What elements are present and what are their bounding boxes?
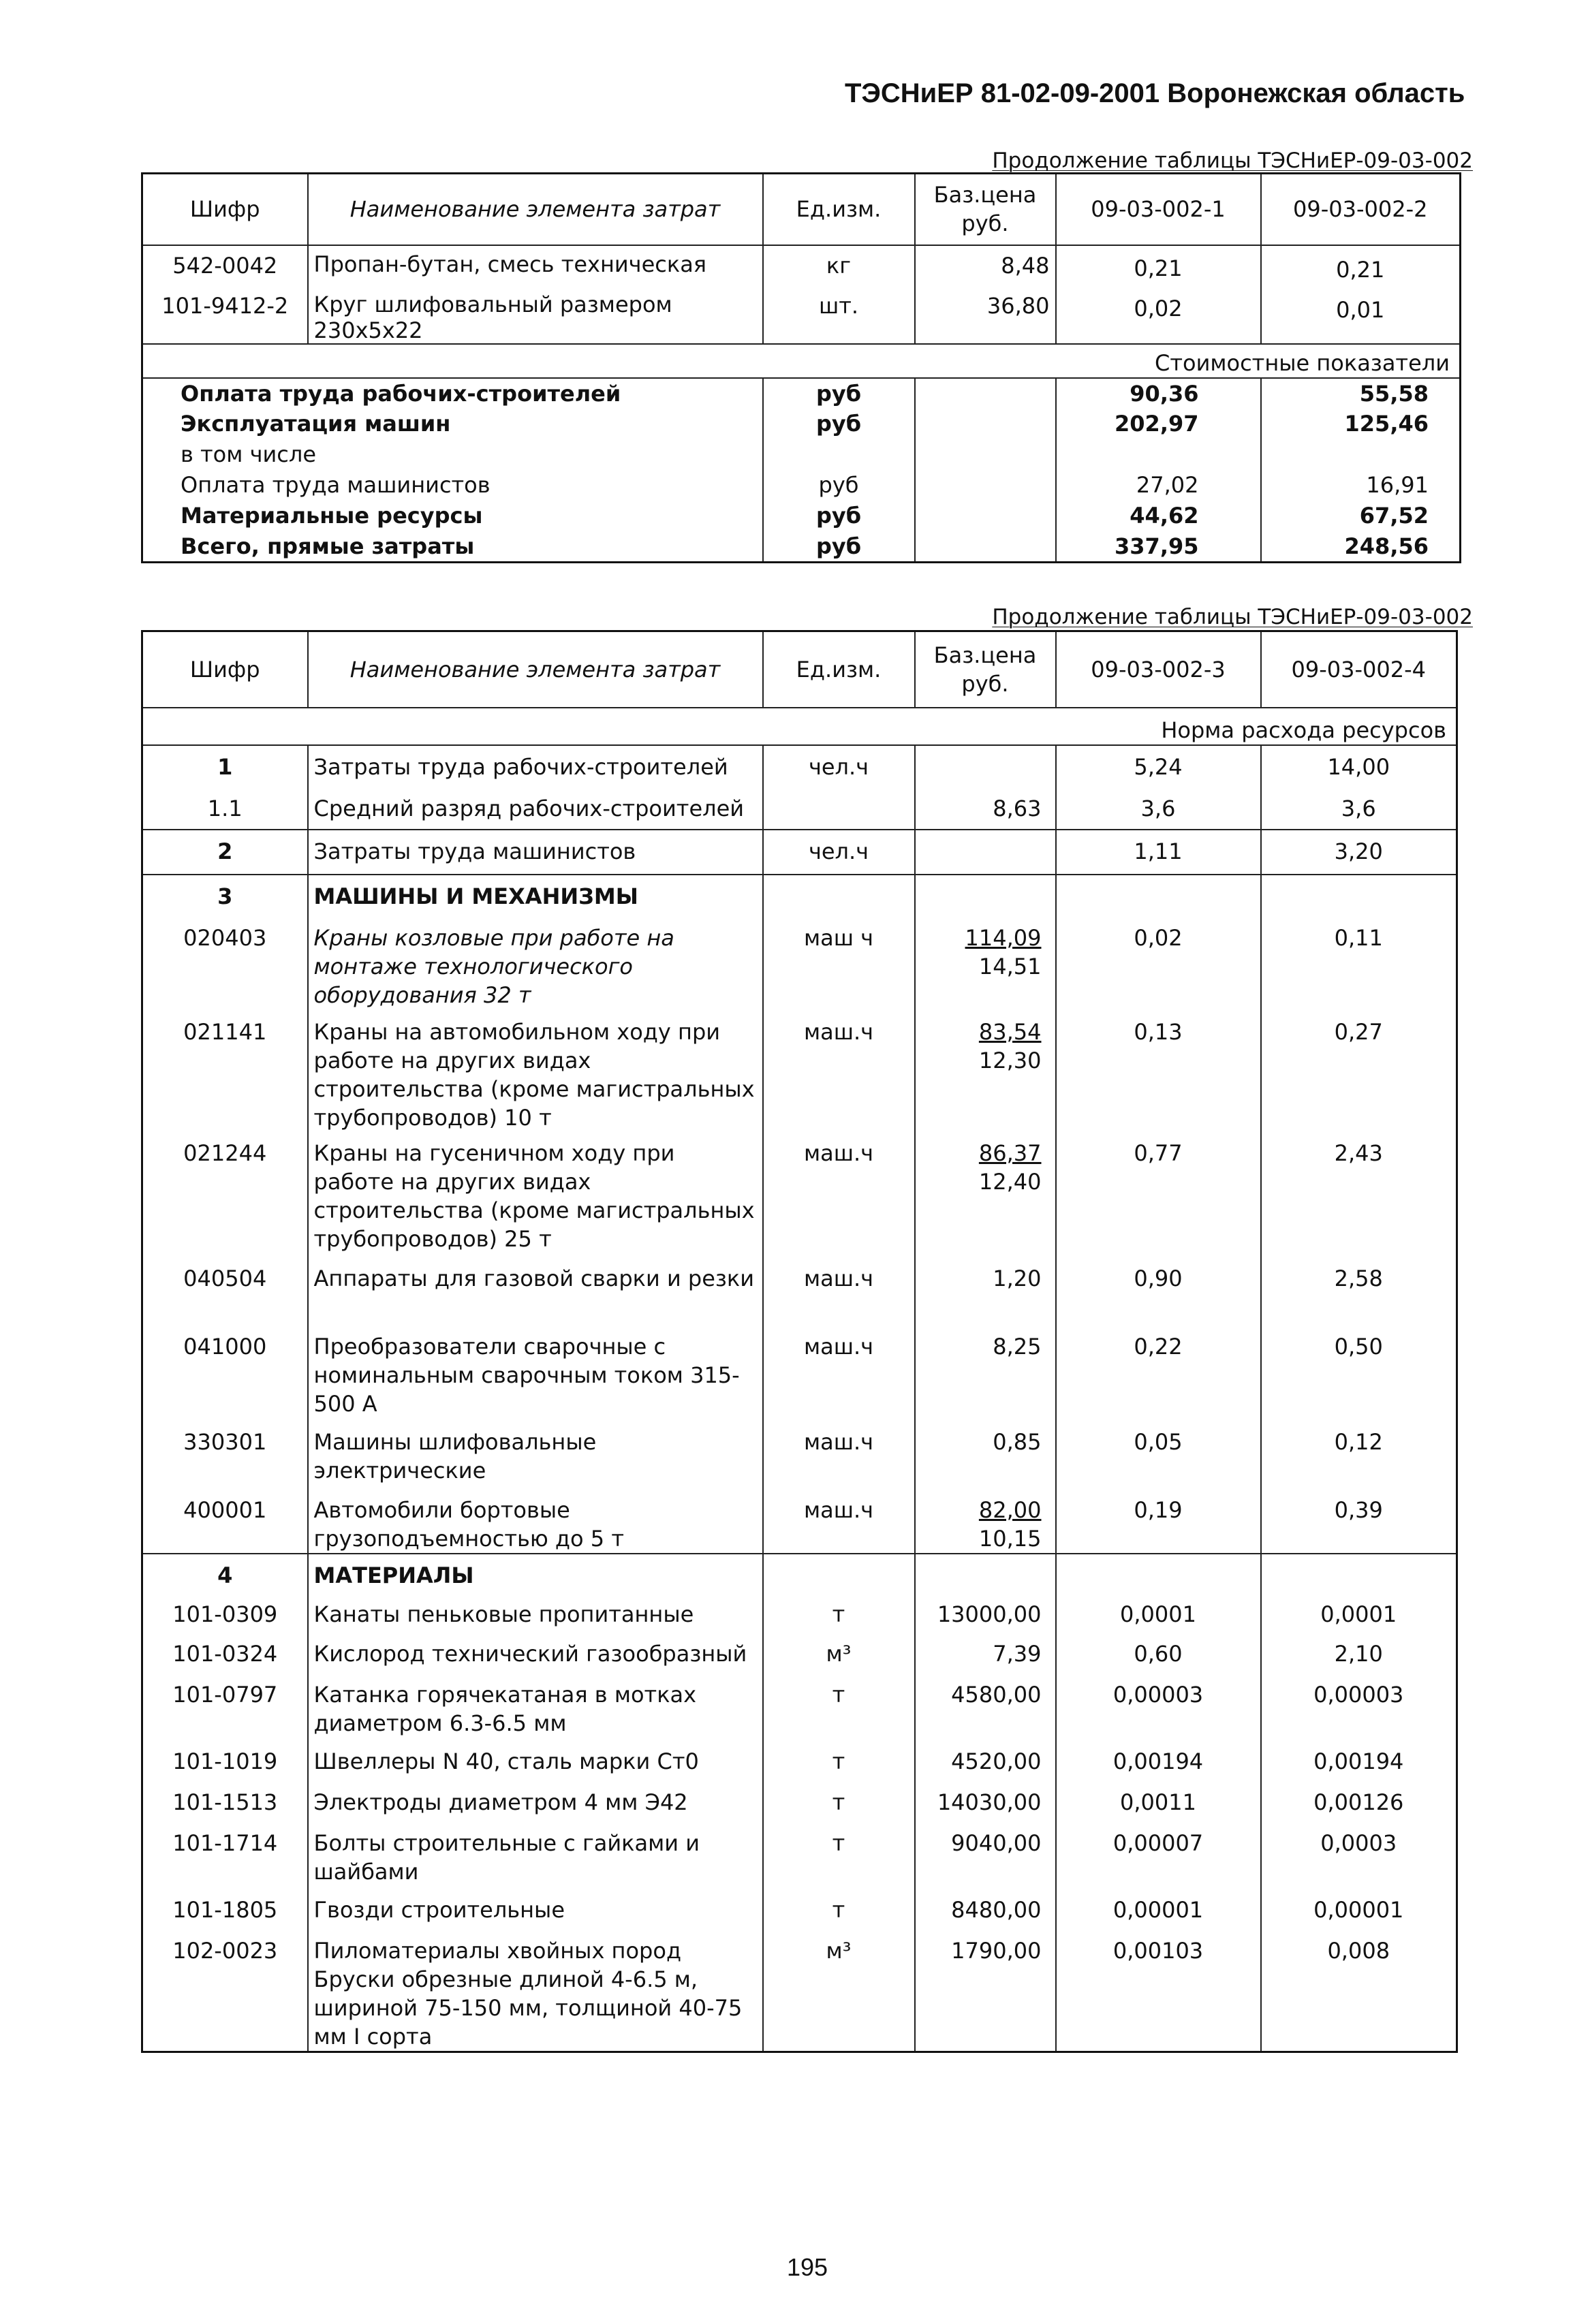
- price-value: 8,63: [993, 795, 1042, 821]
- cost-name: Всего, прямые затраты: [142, 531, 763, 563]
- section-title: Норма расхода ресурсов: [142, 708, 1457, 745]
- cell-code: 101-1714: [142, 1822, 308, 1889]
- table-row: [142, 1889, 1457, 1930]
- cell-unit: [763, 875, 915, 917]
- table-row: [142, 745, 1457, 787]
- cell-unit: т: [763, 1781, 915, 1822]
- cost-unit: [763, 439, 915, 470]
- cost-name: Оплата труда рабочих-строителей: [142, 378, 763, 409]
- cell-unit: т: [763, 1889, 915, 1930]
- cost-price-empty: [915, 501, 1056, 531]
- cell-code: 021244: [142, 1132, 308, 1257]
- cell-price: [915, 1822, 1056, 1889]
- cell-value-1: 0,0001: [1056, 1593, 1261, 1633]
- cell-value-2: 0,0001: [1261, 1593, 1457, 1633]
- cell-name: Краны на гусеничном ходу при работе на других видах строительства (кроме магистральных трубопроводов) 25 т: [308, 1132, 763, 1257]
- table-row: [142, 1257, 1457, 1325]
- cell-value-1: 0,77: [1056, 1132, 1261, 1257]
- cost-name: Материальные ресурсы: [142, 501, 763, 531]
- price-value: 4580,00: [951, 1681, 1042, 1708]
- cell-price: [915, 1011, 1056, 1132]
- cost-unit: руб: [763, 409, 915, 439]
- col-header-price: Баз.цена руб.: [915, 174, 1056, 245]
- table-row: [142, 787, 1457, 830]
- cell-code: 1.1: [142, 787, 308, 830]
- cost-value-2: 55,58: [1261, 378, 1461, 409]
- cell-value-1: 0,02: [1056, 286, 1261, 344]
- price-secondary-value: 10,15: [978, 1525, 1042, 1552]
- cell-name: Болты строительные с гайками и шайбами: [308, 1822, 763, 1889]
- price-value: 1,20: [993, 1265, 1042, 1291]
- cell-code: 101-1019: [142, 1740, 308, 1781]
- price-value: 9040,00: [951, 1830, 1042, 1856]
- cell-unit: т: [763, 1822, 915, 1889]
- cell-value-1: 0,00001: [1056, 1889, 1261, 1930]
- table-row: [142, 1554, 1457, 1593]
- price-value: 14030,00: [937, 1789, 1042, 1815]
- col-header-code: Шифр: [142, 174, 308, 245]
- cell-value-2: 0,50: [1261, 1325, 1457, 1421]
- cell-name: Средний разряд рабочих-строителей: [308, 787, 763, 830]
- cell-value-1: 0,00194: [1056, 1740, 1261, 1781]
- cell-unit: т: [763, 1740, 915, 1781]
- price-value: 13000,00: [937, 1601, 1042, 1627]
- cell-unit: м³: [763, 1930, 915, 2052]
- cost-value-1: 337,95: [1056, 531, 1261, 563]
- cell-unit: шт.: [763, 286, 915, 344]
- price-value: 83,54: [978, 1018, 1042, 1045]
- cell-name: Машины шлифовальные электрические: [308, 1421, 763, 1489]
- cell-value-2: 0,01: [1261, 286, 1461, 344]
- cell-name: Затраты труда рабочих-строителей: [308, 745, 763, 787]
- cell-name: Пиломатериалы хвойных пород Бруски обрезные длиной 4-6.5 м, шириной 75-150 мм, толщиной 40-75 мм I сорта: [308, 1930, 763, 2052]
- cell-code: 101-0797: [142, 1674, 308, 1740]
- cell-code: 041000: [142, 1325, 308, 1421]
- cell-code: 021141: [142, 1011, 308, 1132]
- cost-value-1: 202,97: [1056, 409, 1261, 439]
- cell-name: Аппараты для газовой сварки и резки: [308, 1257, 763, 1325]
- col-header-price: Баз.цена руб.: [915, 631, 1056, 708]
- cell-price: [915, 1489, 1056, 1554]
- cell-value-1: [1056, 1554, 1261, 1593]
- col-header-name: Наименование элемента затрат: [308, 174, 763, 245]
- cell-value-2: 14,00: [1261, 745, 1457, 787]
- price-value: 1790,00: [951, 1937, 1042, 1964]
- cell-code: 101-1805: [142, 1889, 308, 1930]
- cell-value-1: 5,24: [1056, 745, 1261, 787]
- cell-name: Кислород технический газообразный: [308, 1633, 763, 1674]
- table-row: [142, 1674, 1457, 1740]
- cell-value-1: 0,22: [1056, 1325, 1261, 1421]
- cell-value-2: [1261, 1554, 1457, 1593]
- cell-code: 400001: [142, 1489, 308, 1554]
- cell-unit: кг: [763, 245, 915, 286]
- cell-value-1: 0,19: [1056, 1489, 1261, 1554]
- cell-name: Электроды диаметром 4 мм Э42: [308, 1781, 763, 1822]
- cost-price-empty: [915, 409, 1056, 439]
- cell-code: 542-0042: [142, 245, 308, 286]
- cell-code: 101-0309: [142, 1593, 308, 1633]
- table-row: [142, 1132, 1457, 1257]
- cell-name: Швеллеры N 40, сталь марки Ст0: [308, 1740, 763, 1781]
- cell-price: [915, 830, 1056, 875]
- cell-unit: [763, 787, 915, 830]
- cell-name: МАШИНЫ И МЕХАНИЗМЫ: [308, 875, 763, 917]
- cell-name: Затраты труда машинистов: [308, 830, 763, 875]
- cell-value-2: 2,58: [1261, 1257, 1457, 1325]
- cell-name: Гвозди строительные: [308, 1889, 763, 1930]
- cell-price: [915, 745, 1056, 787]
- cell-name: Автомобили бортовые грузоподъемностью до 5 т: [308, 1489, 763, 1554]
- table-row: [142, 286, 1461, 344]
- cell-value-2: 2,10: [1261, 1633, 1457, 1674]
- document-header: ТЭСНиЕР 81-02-09-2001 Воронежская область: [845, 78, 1465, 108]
- cell-price: [915, 1889, 1056, 1930]
- col-header-v2: 09-03-002-4: [1261, 631, 1457, 708]
- cell-price: [915, 1633, 1056, 1674]
- price-secondary-value: 12,30: [978, 1047, 1042, 1073]
- cell-price: [915, 1593, 1056, 1633]
- cost-unit: руб: [763, 531, 915, 563]
- table-row: [142, 1740, 1457, 1781]
- cell-value-1: 0,0011: [1056, 1781, 1261, 1822]
- cell-unit: маш.ч: [763, 1325, 915, 1421]
- price-value: 8480,00: [951, 1896, 1042, 1923]
- cost-value-2: 16,91: [1261, 470, 1461, 501]
- cost-price-empty: [915, 470, 1056, 501]
- cell-value-2: 0,00001: [1261, 1889, 1457, 1930]
- cell-name: Краны на автомобильном ходу при работе на других видах строительства (кроме магистральных трубопроводов) 10 т: [308, 1011, 763, 1132]
- cell-value-2: 0,21: [1261, 245, 1461, 286]
- cost-price-empty: [915, 378, 1056, 409]
- cell-name: Преобразователи сварочные с номинальным сварочным током 315-500 А: [308, 1325, 763, 1421]
- cell-value-2: 3,6: [1261, 787, 1457, 830]
- col-header-code: Шифр: [142, 631, 308, 708]
- cost-price-empty: [915, 531, 1056, 563]
- price-value: 4520,00: [951, 1748, 1042, 1774]
- cell-name: Краны козловые при работе на монтаже технологического оборудования 32 т: [308, 917, 763, 1011]
- table-row: [142, 1489, 1457, 1554]
- cell-price: [915, 1325, 1056, 1421]
- cell-code: 020403: [142, 917, 308, 1011]
- cell-code: 101-0324: [142, 1633, 308, 1674]
- cell-unit: [763, 1554, 915, 1593]
- cell-code: 2: [142, 830, 308, 875]
- cost-name: в том числе: [142, 439, 763, 470]
- cell-value-1: 0,90: [1056, 1257, 1261, 1325]
- cell-name: Пропан-бутан, смесь техническая: [308, 245, 763, 286]
- cell-name: Канаты пеньковые пропитанные: [308, 1593, 763, 1633]
- cell-price: [915, 1930, 1056, 2052]
- cell-unit: маш.ч: [763, 1132, 915, 1257]
- cost-row: [142, 531, 1461, 563]
- cost-row: [142, 501, 1461, 531]
- col-header-v2: 09-03-002-2: [1261, 174, 1461, 245]
- cost-name: Оплата труда машинистов: [142, 470, 763, 501]
- cell-price: [915, 1421, 1056, 1489]
- cell-value-2: [1261, 875, 1457, 917]
- price-value: 8,25: [993, 1333, 1042, 1360]
- cell-value-1: 0,21: [1056, 245, 1261, 286]
- cell-value-1: 0,05: [1056, 1421, 1261, 1489]
- cell-code: 040504: [142, 1257, 308, 1325]
- cell-value-2: 0,39: [1261, 1489, 1457, 1554]
- col-header-name: Наименование элемента затрат: [308, 631, 763, 708]
- cell-code: 330301: [142, 1421, 308, 1489]
- cost-price-empty: [915, 439, 1056, 470]
- cell-price: [915, 875, 1056, 917]
- cell-price: [915, 917, 1056, 1011]
- table-row: [142, 875, 1457, 917]
- cost-value-1: 44,62: [1056, 501, 1261, 531]
- cell-code: 3: [142, 875, 308, 917]
- table1-caption: Продолжение таблицы ТЭСНиЕР-09-03-002: [992, 148, 1473, 173]
- cost-unit: руб: [763, 501, 915, 531]
- cost-row: [142, 409, 1461, 439]
- cell-value-1: 0,13: [1056, 1011, 1261, 1132]
- cell-code: 1: [142, 745, 308, 787]
- cell-price: [915, 787, 1056, 830]
- cost-row: [142, 439, 1461, 470]
- cost-value-1: 27,02: [1056, 470, 1261, 501]
- table-row: [142, 1325, 1457, 1421]
- cost-row: [142, 470, 1461, 501]
- table-row: [142, 830, 1457, 875]
- table-row: [142, 917, 1457, 1011]
- cell-value-2: 2,43: [1261, 1132, 1457, 1257]
- price-value: 114,09: [965, 924, 1042, 951]
- page-number: 195: [787, 2253, 828, 2281]
- col-header-v1: 09-03-002-1: [1056, 174, 1261, 245]
- cell-price: [915, 1740, 1056, 1781]
- cell-value-1: 0,02: [1056, 917, 1261, 1011]
- cell-price: [915, 1674, 1056, 1740]
- table-row: [142, 1593, 1457, 1633]
- cost-value-1: [1056, 439, 1261, 470]
- cell-code: 101-9412-2: [142, 286, 308, 344]
- table-row: [142, 245, 1461, 286]
- cell-value-1: 0,00003: [1056, 1674, 1261, 1740]
- cost-unit: руб: [763, 378, 915, 409]
- cell-value-2: 3,20: [1261, 830, 1457, 875]
- cell-unit: маш.ч: [763, 1489, 915, 1554]
- cost-table-1: [141, 172, 1461, 563]
- cell-value-2: 0,008: [1261, 1930, 1457, 2052]
- cell-unit: чел.ч: [763, 745, 915, 787]
- cell-price: [915, 1257, 1056, 1325]
- price-value: 82,00: [978, 1496, 1042, 1523]
- cell-value-2: 0,11: [1261, 917, 1457, 1011]
- col-header-v1: 09-03-002-3: [1056, 631, 1261, 708]
- cell-name: МАТЕРИАЛЫ: [308, 1554, 763, 1593]
- cell-unit: чел.ч: [763, 830, 915, 875]
- table-row: [142, 1421, 1457, 1489]
- cell-unit: маш ч: [763, 917, 915, 1011]
- price-value: 7,39: [993, 1640, 1042, 1667]
- table-row: [142, 1633, 1457, 1674]
- cell-unit: маш.ч: [763, 1421, 915, 1489]
- cell-code: 101-1513: [142, 1781, 308, 1822]
- cell-price: [915, 1554, 1056, 1593]
- cell-price: [915, 1132, 1056, 1257]
- cost-value-2: 125,46: [1261, 409, 1461, 439]
- cell-value-1: 1,11: [1056, 830, 1261, 875]
- cell-value-2: 0,27: [1261, 1011, 1457, 1132]
- cost-row: [142, 378, 1461, 409]
- cost-value-1: 90,36: [1056, 378, 1261, 409]
- cost-value-2: [1261, 439, 1461, 470]
- price-secondary-value: 12,40: [978, 1168, 1042, 1195]
- cell-price: 36,80: [915, 286, 1056, 344]
- cell-value-1: 0,00103: [1056, 1930, 1261, 2052]
- cost-value-2: 67,52: [1261, 501, 1461, 531]
- section-title: Стоимостные показатели: [142, 344, 1461, 378]
- cell-unit: маш.ч: [763, 1011, 915, 1132]
- cell-value-1: 0,60: [1056, 1633, 1261, 1674]
- cost-name: Эксплуатация машин: [142, 409, 763, 439]
- price-secondary-value: 14,51: [978, 953, 1042, 979]
- cell-value-2: 0,12: [1261, 1421, 1457, 1489]
- table-row: [142, 1822, 1457, 1889]
- cell-value-1: 0,00007: [1056, 1822, 1261, 1889]
- cell-price: 8,48: [915, 245, 1056, 286]
- cell-code: 4: [142, 1554, 308, 1593]
- cell-unit: т: [763, 1674, 915, 1740]
- resource-table-2: [141, 630, 1458, 2053]
- table-row: [142, 1781, 1457, 1822]
- price-value: 0,85: [993, 1428, 1042, 1455]
- col-header-unit: Ед.изм.: [763, 631, 915, 708]
- cell-name: Круг шлифовальный размером 230х5х22: [308, 286, 763, 344]
- col-header-unit: Ед.изм.: [763, 174, 915, 245]
- cell-value-2: 0,00126: [1261, 1781, 1457, 1822]
- table-row: [142, 1930, 1457, 2052]
- cell-code: 102-0023: [142, 1930, 308, 2052]
- cell-unit: маш.ч: [763, 1257, 915, 1325]
- cell-price: [915, 1781, 1056, 1822]
- cell-value-2: 0,00003: [1261, 1674, 1457, 1740]
- table-row: [142, 1011, 1457, 1132]
- table2-caption: Продолжение таблицы ТЭСНиЕР-09-03-002: [992, 605, 1473, 629]
- cell-value-2: 0,00194: [1261, 1740, 1457, 1781]
- cost-value-2: 248,56: [1261, 531, 1461, 563]
- cell-value-2: 0,0003: [1261, 1822, 1457, 1889]
- cell-unit: т: [763, 1593, 915, 1633]
- cost-unit: руб: [763, 470, 915, 501]
- cell-value-1: [1056, 875, 1261, 917]
- cell-value-1: 3,6: [1056, 787, 1261, 830]
- cell-unit: м³: [763, 1633, 915, 1674]
- cell-name: Катанка горячекатаная в мотках диаметром 6.3-6.5 мм: [308, 1674, 763, 1740]
- price-value: 86,37: [978, 1140, 1042, 1166]
